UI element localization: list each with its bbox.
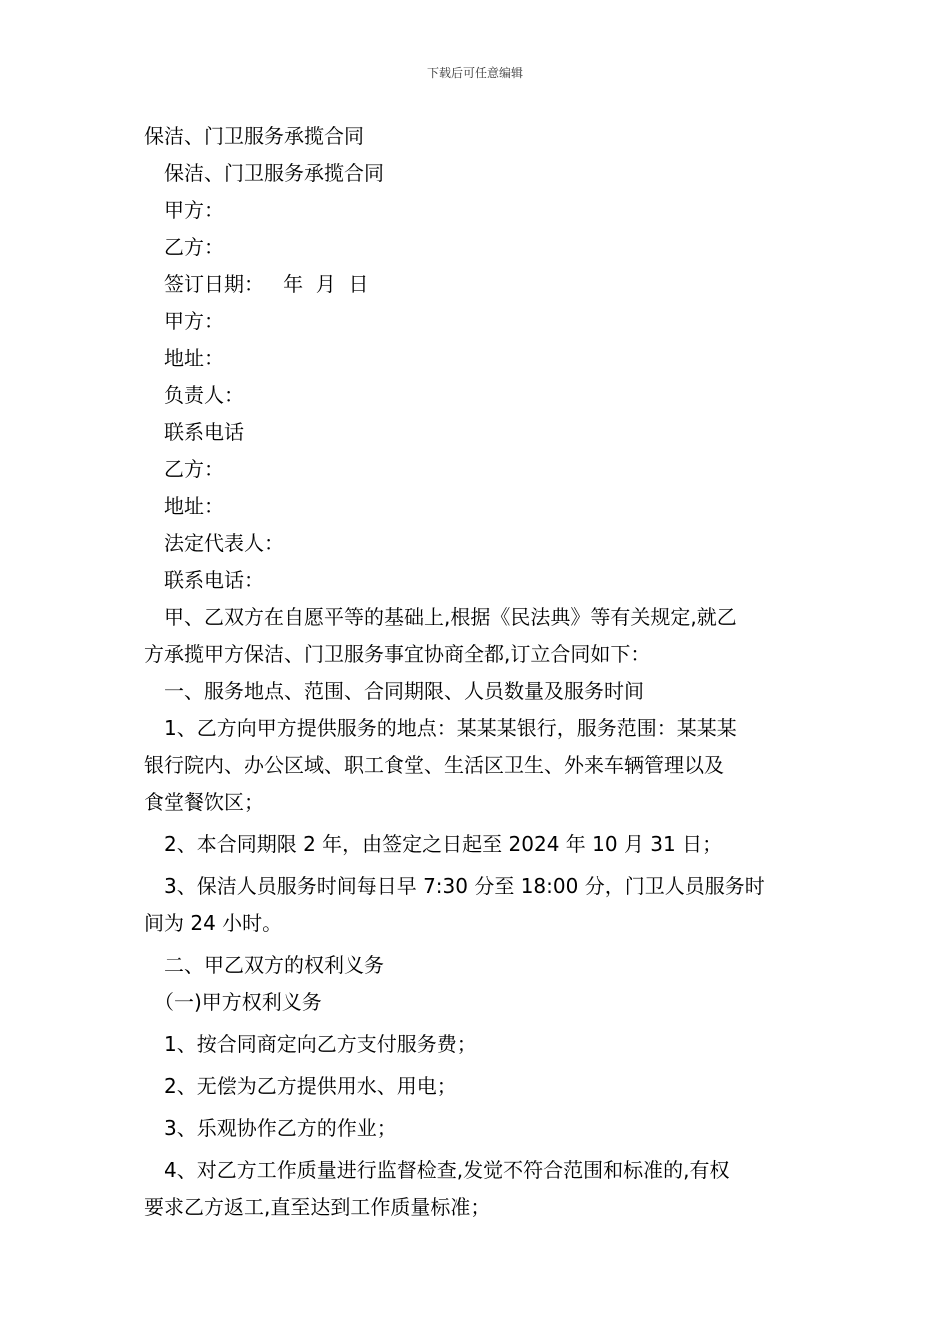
text-line: 联系电话： bbox=[164, 568, 264, 592]
text-line: 签订日期： 年 月 日 bbox=[164, 272, 369, 296]
text-line: 4、对乙方工作质量进行监督检查,发觉不符合范围和标准的,有权 bbox=[164, 1158, 730, 1182]
text-line: 方承揽甲方保洁、门卫服务事宜协商全都,订立合同如下： bbox=[144, 642, 651, 666]
text-line: 地址： bbox=[164, 346, 224, 370]
contract-body bbox=[144, 118, 812, 1226]
text-line: 地址： bbox=[164, 494, 224, 518]
text-line: 甲方： bbox=[164, 198, 224, 222]
text-line: 1、按合同商定向乙方支付服务费； bbox=[164, 1032, 477, 1056]
text-line: 2、无偿为乙方提供用水、用电； bbox=[164, 1074, 457, 1098]
text-line: 3、保洁人员服务时间每日早 7:30 分至 18:00 分，门卫人员服务时 bbox=[164, 874, 765, 898]
page-header: 下载后可任意编辑 bbox=[426, 66, 523, 80]
text-line: 乙方： bbox=[164, 457, 224, 481]
text-line: 保洁、门卫服务承揽合同 bbox=[144, 124, 364, 148]
text-line: 负责人： bbox=[164, 383, 244, 407]
text-line: 二、甲乙双方的权利义务 bbox=[164, 953, 384, 977]
text-line: （一)甲方权利义务 bbox=[154, 990, 322, 1014]
text-line: 要求乙方返工,直至达到工作质量标准； bbox=[144, 1195, 491, 1219]
text-line: 1、乙方向甲方提供服务的地点：某某某银行，服务范围：某某某 bbox=[164, 716, 737, 740]
text-line: 乙方： bbox=[164, 235, 224, 259]
text-line: 保洁、门卫服务承揽合同 bbox=[164, 161, 384, 185]
text-line: 3、乐观协作乙方的作业； bbox=[164, 1116, 397, 1140]
text-line: 甲方： bbox=[164, 309, 224, 333]
text-line: 甲、乙双方在自愿平等的基础上,根据《民法典》等有关规定,就乙 bbox=[164, 605, 737, 629]
text-line: 2、本合同期限 2 年，由签定之日起至 2024 年 10 月 31 日； bbox=[164, 832, 723, 856]
text-line: 银行院内、办公区域、职工食堂、生活区卫生、外来车辆管理以及 bbox=[144, 753, 724, 777]
text-line: 食堂餐饮区； bbox=[144, 790, 264, 814]
text-line: 法定代表人： bbox=[164, 531, 284, 555]
text-line: 一、服务地点、范围、合同期限、人员数量及服务时间 bbox=[164, 679, 644, 703]
text-line: 间为 24 小时。 bbox=[144, 911, 283, 935]
text-line: 联系电话 bbox=[164, 420, 244, 444]
